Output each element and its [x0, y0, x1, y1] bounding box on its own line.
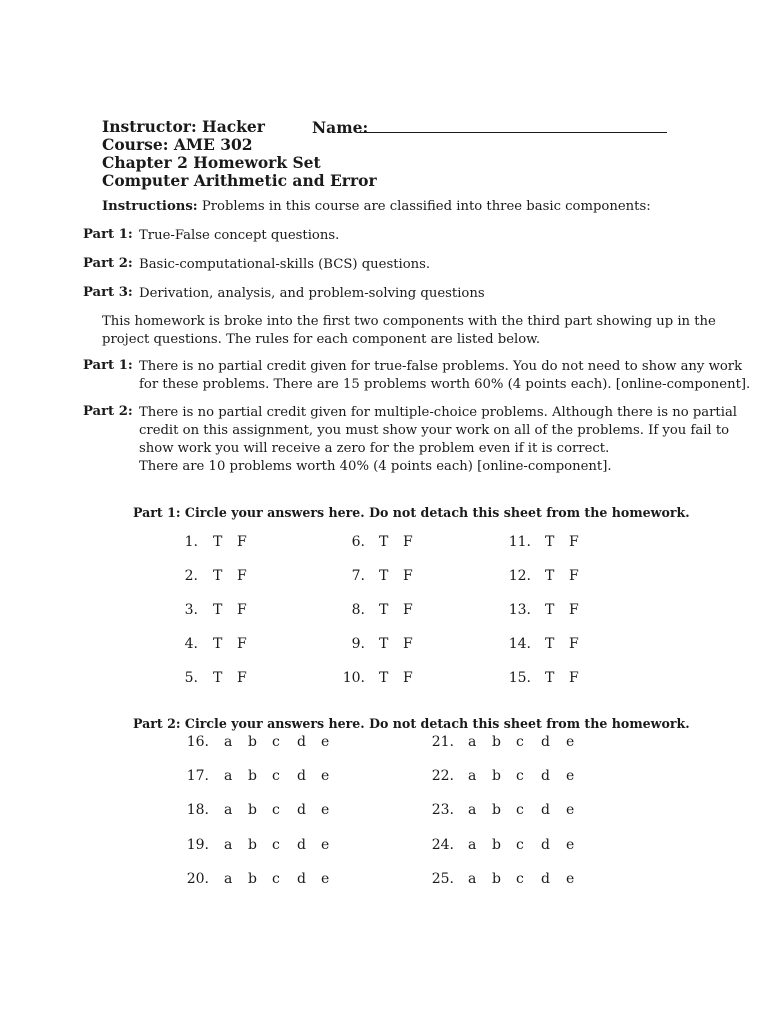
false-option[interactable]: F: [237, 670, 247, 686]
question-number: 11.: [508, 534, 531, 550]
choice-a-option[interactable]: a: [224, 768, 233, 784]
choice-a-option[interactable]: a: [468, 802, 477, 818]
component-3-label: Part 3:: [83, 285, 133, 300]
intro-line-2: project questions. The rules for each component are listed below.: [102, 332, 541, 347]
question-number: 3.: [184, 602, 198, 618]
choice-a-option[interactable]: a: [224, 734, 233, 750]
choice-b-option[interactable]: b: [248, 802, 257, 818]
component-1-text: True-False concept questions.: [139, 228, 340, 243]
true-option[interactable]: T: [545, 670, 555, 686]
true-option[interactable]: T: [213, 568, 223, 584]
choice-b-option[interactable]: b: [248, 734, 257, 750]
choice-a-option[interactable]: a: [468, 768, 477, 784]
choice-e-option[interactable]: e: [566, 734, 575, 750]
question-number: 5.: [184, 670, 198, 686]
course-line: Course: AME 302: [102, 135, 253, 154]
choice-e-option[interactable]: e: [321, 871, 330, 887]
choice-a-option[interactable]: a: [468, 871, 477, 887]
true-option[interactable]: T: [213, 670, 223, 686]
false-option[interactable]: F: [569, 602, 579, 618]
question-number: 18.: [186, 802, 209, 818]
question-number: 4.: [184, 636, 198, 652]
instructor-line: Instructor: Hacker: [102, 117, 265, 136]
component-2-label: Part 2:: [83, 256, 133, 271]
rule-2-line-4: There are 10 problems worth 40% (4 points each) [online-component].: [139, 459, 612, 474]
question-number: 19.: [186, 837, 209, 853]
question-number: 10.: [342, 670, 365, 686]
question-number: 15.: [508, 670, 531, 686]
choice-d-option[interactable]: d: [541, 871, 550, 887]
false-option[interactable]: F: [403, 602, 413, 618]
choice-a-option[interactable]: a: [468, 734, 477, 750]
choice-e-option[interactable]: e: [321, 734, 330, 750]
false-option[interactable]: F: [237, 602, 247, 618]
choice-d-option[interactable]: d: [297, 871, 306, 887]
rule-2-line-1: There is no partial credit given for multiple-choice problems. Although there is no partial: [139, 405, 738, 420]
question-number: 9.: [351, 636, 365, 652]
choice-c-option[interactable]: c: [516, 768, 524, 784]
choice-c-option[interactable]: c: [516, 734, 524, 750]
intro-line-1: This homework is broke into the first two components with the third part showing up in the: [102, 314, 716, 329]
question-number: 20.: [186, 871, 209, 887]
question-number: 6.: [351, 534, 365, 550]
choice-a-option[interactable]: a: [468, 837, 477, 853]
true-option[interactable]: T: [379, 636, 389, 652]
false-option[interactable]: F: [237, 534, 247, 550]
choice-b-option[interactable]: b: [492, 837, 501, 853]
question-number: 8.: [351, 602, 365, 618]
true-option[interactable]: T: [545, 568, 555, 584]
component-3-text: Derivation, analysis, and problem-solving questions: [139, 286, 485, 301]
true-option[interactable]: T: [379, 534, 389, 550]
true-option[interactable]: T: [213, 602, 223, 618]
choice-c-option[interactable]: c: [272, 837, 280, 853]
choice-a-option[interactable]: a: [224, 802, 233, 818]
choice-d-option[interactable]: d: [541, 768, 550, 784]
question-number: 16.: [186, 734, 209, 750]
choice-c-option[interactable]: c: [516, 802, 524, 818]
question-number: 12.: [508, 568, 531, 584]
component-1-label: Part 1:: [83, 227, 133, 242]
false-option[interactable]: F: [569, 568, 579, 584]
question-number: 21.: [431, 734, 454, 750]
choice-d-option[interactable]: d: [297, 768, 306, 784]
choice-b-option[interactable]: b: [248, 837, 257, 853]
choice-c-option[interactable]: c: [272, 734, 280, 750]
choice-e-option[interactable]: e: [566, 837, 575, 853]
choice-b-option[interactable]: b: [492, 734, 501, 750]
rule-2-line-2: credit on this assignment, you must show your work on all of the problems. If you fail to: [139, 423, 730, 438]
component-2-text: Basic-computational-skills (BCS) questions.: [139, 257, 431, 272]
true-option[interactable]: T: [545, 636, 555, 652]
part2-sheet-title: Part 2: Circle your answers here. Do not detach this sheet from the homework.: [133, 716, 690, 731]
question-number: 13.: [508, 602, 531, 618]
name-field-line[interactable]: [358, 132, 667, 133]
part1-sheet-title: Part 1: Circle your answers here. Do not detach this sheet from the homework.: [133, 505, 690, 520]
choice-c-option[interactable]: c: [272, 768, 280, 784]
true-option[interactable]: T: [213, 534, 223, 550]
false-option[interactable]: F: [569, 534, 579, 550]
rule-1-line-2: for these problems. There are 15 problems worth 60% (4 points each). [online-component].: [139, 377, 751, 392]
name-label: Name:: [312, 118, 369, 137]
question-number: 17.: [186, 768, 209, 784]
true-option[interactable]: T: [379, 602, 389, 618]
question-number: 2.: [184, 568, 198, 584]
choice-e-option[interactable]: e: [566, 802, 575, 818]
false-option[interactable]: F: [403, 568, 413, 584]
false-option[interactable]: F: [403, 534, 413, 550]
choice-d-option[interactable]: d: [541, 734, 550, 750]
false-option[interactable]: F: [403, 636, 413, 652]
instructions-text: Problems in this course are classified into three basic components:: [201, 199, 651, 214]
true-option[interactable]: T: [379, 670, 389, 686]
choice-e-option[interactable]: e: [321, 768, 330, 784]
choice-b-option[interactable]: b: [492, 871, 501, 887]
question-number: 1.: [184, 534, 198, 550]
chapter-line: Chapter 2 Homework Set: [102, 153, 321, 172]
choice-d-option[interactable]: d: [297, 734, 306, 750]
choice-b-option[interactable]: b: [248, 768, 257, 784]
rule-1-label: Part 1:: [83, 358, 133, 373]
false-option[interactable]: F: [569, 636, 579, 652]
false-option[interactable]: F: [237, 568, 247, 584]
true-option[interactable]: T: [379, 568, 389, 584]
true-option[interactable]: T: [213, 636, 223, 652]
false-option[interactable]: F: [237, 636, 247, 652]
false-option[interactable]: F: [569, 670, 579, 686]
instructions: [102, 198, 651, 216]
question-number: 24.: [431, 837, 454, 853]
choice-c-option[interactable]: c: [516, 871, 524, 887]
choice-d-option[interactable]: d: [541, 802, 550, 818]
choice-a-option[interactable]: a: [224, 871, 233, 887]
question-number: 25.: [431, 871, 454, 887]
question-number: 22.: [431, 768, 454, 784]
choice-b-option[interactable]: b: [492, 768, 501, 784]
choice-e-option[interactable]: e: [321, 837, 330, 853]
choice-c-option[interactable]: c: [272, 871, 280, 887]
choice-c-option[interactable]: c: [272, 802, 280, 818]
choice-e-option[interactable]: e: [321, 802, 330, 818]
choice-e-option[interactable]: e: [566, 768, 575, 784]
choice-d-option[interactable]: d: [541, 837, 550, 853]
rule-2-label: Part 2:: [83, 404, 133, 419]
instructions-label: Instructions:: [102, 199, 198, 214]
true-option[interactable]: T: [545, 534, 555, 550]
true-option[interactable]: T: [545, 602, 555, 618]
choice-a-option[interactable]: a: [224, 837, 233, 853]
choice-e-option[interactable]: e: [566, 871, 575, 887]
question-number: 14.: [508, 636, 531, 652]
rule-2-line-3: show work you will receive a zero for the problem even if it is correct.: [139, 441, 610, 456]
false-option[interactable]: F: [403, 670, 413, 686]
choice-d-option[interactable]: d: [297, 837, 306, 853]
choice-c-option[interactable]: c: [516, 837, 524, 853]
rule-1-line-1: There is no partial credit given for true-false problems. You do not need to show any work: [139, 359, 743, 374]
choice-d-option[interactable]: d: [297, 802, 306, 818]
question-number: 7.: [351, 568, 365, 584]
choice-b-option[interactable]: b: [248, 871, 257, 887]
topic-line: Computer Arithmetic and Error: [102, 171, 377, 190]
question-number: 23.: [431, 802, 454, 818]
choice-b-option[interactable]: b: [492, 802, 501, 818]
